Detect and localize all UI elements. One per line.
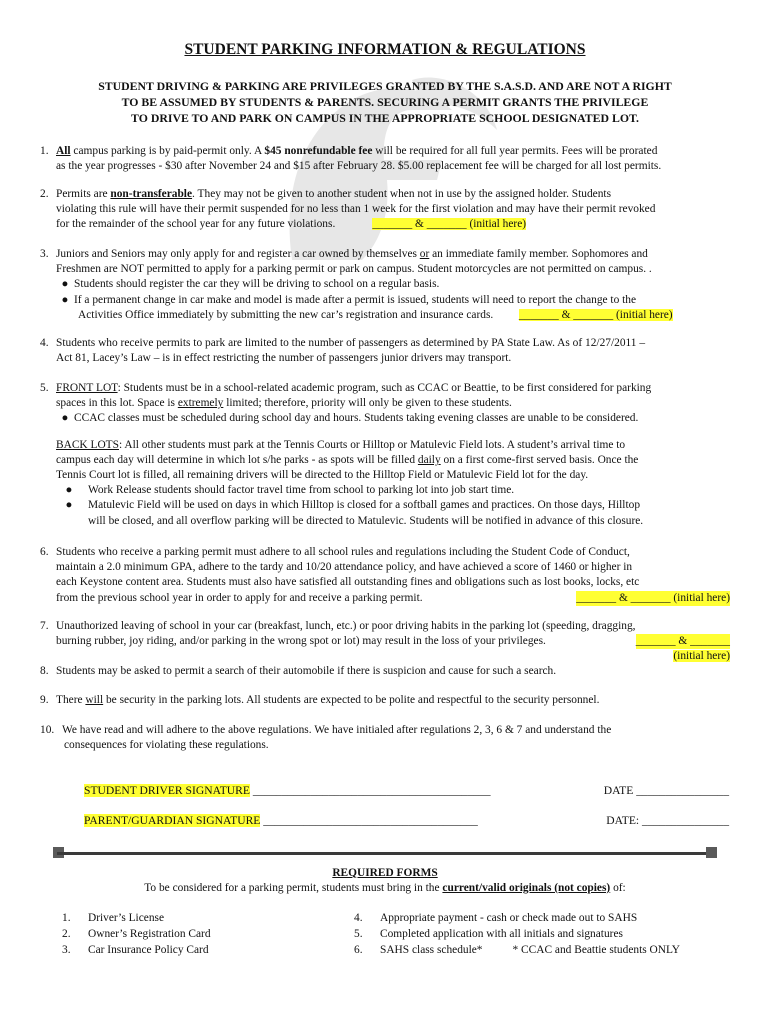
back-lots-heading: BACK LOTS [56,438,119,451]
section-divider [57,852,715,855]
text: Work Release students should factor travel time from school to parking lot into job start time. [88,484,515,497]
list-item [354,911,680,927]
student-date-field[interactable]: DATE ________________ [603,784,729,797]
emphasis: All [56,145,71,157]
parent-signature-field[interactable]: _____________________________________ [260,814,478,827]
list-item [62,943,211,959]
intro-line: STUDENT DRIVING & PARKING ARE PRIVILEGES GRANTED BY THE S.A.S.D. AND ARE NOT A RIGHT [98,79,672,93]
text: Unauthorized leaving of school in your car (breakfast, lunch, etc.) or poor driving habits in the parking lot (speeding, dragging, [56,620,636,632]
front-lot-heading: FRONT LOT [56,382,118,394]
item-number: 1. [62,912,71,924]
bullet-icon: ● [61,293,69,306]
text: : All other students must park at the Tennis Courts or Hilltop or Matulevic Field lots. A student’s arrival time to [118,438,626,451]
emphasis: extremely [177,397,224,410]
emphasis: daily [417,453,441,466]
text: Car Insurance Policy Card [88,944,209,956]
required-forms-list-right [354,911,680,959]
text: Students who receive permits to park are limited to the number of passengers as determined by PA State Law. As of 12/27/2011 – [56,337,646,349]
item-number: 2. [62,928,71,940]
item-number: 7. [40,620,49,632]
text: each Keystone content area. Students must also have satisfied all outstanding fines and obligations such as lost books, locks, etc [56,576,640,589]
text: SAHS class schedule* [380,944,483,956]
text: limited; therefore, priority will only be given to these students. [223,397,512,410]
text: as the year progresses - $30 after November 24 and $15 after February 28. $5.00 replacement fee will be charged for all lost permits. [56,160,662,173]
text: consequences for violating these regulations. [64,739,269,752]
text: Driver’s License [88,912,165,924]
student-signature-label: STUDENT DRIVER SIGNATURE [84,784,250,797]
parent-date-field[interactable]: DATE: _______________ [606,814,729,827]
text: Students may be asked to permit a search of their automobile if there is suspicion and cause for such a search. [56,665,557,677]
emphasis: current/valid originals (not copies) [442,882,611,894]
fee-emphasis: $45 nonrefundable fee [264,145,373,157]
initial-field[interactable]: _______ & _______ [636,634,730,649]
text: Appropriate payment - cash or check made out to SAHS [380,912,638,924]
regulation-1 [40,144,730,174]
parent-signature-label: PARENT/GUARDIAN SIGNATURE [84,814,261,827]
initial-field[interactable]: _______ & _______ (initial here) [576,591,730,606]
regulation-4 [40,336,730,366]
list-item [60,498,730,513]
regulation-7 [40,619,730,665]
text: on a first come-first served basis. Once the [440,453,639,466]
text: violating this rule will have their permit suspended for no less than 1 week for the first violation and may have their permit revoked [56,203,656,216]
parent-signature-row [84,813,729,828]
text: CCAC classes must be scheduled during school day and hours. Students taking evening classes are unable to be considered. [74,412,639,425]
list-item [56,277,730,292]
text: campus each day will determine in which lot s/he parks - as spots will be filled [56,453,418,466]
item-number: 8. [40,665,49,677]
list-item [354,943,680,959]
text: will be required for all full year permits. Fees will be prorated [372,145,658,157]
text: Activities Office immediately by submitting the new car’s registration and insurance cards. [78,308,494,321]
text: an immediate family member. Sophomores and [429,248,648,260]
text: . They may not be given to another student when not in use by the assigned holder. Students [192,188,612,200]
item-number: 3. [40,248,49,260]
item-number: 6. [40,546,49,558]
text: Permits are [56,188,111,200]
required-forms-title: REQUIRED FORMS [332,867,438,879]
list-item [56,293,730,308]
text: There [56,694,86,706]
list-item [62,927,211,943]
text: for the remainder of the school year for any future violations. [56,218,336,231]
required-forms-subtitle [0,881,770,896]
text: Juniors and Seniors may only apply for and register a car owned by themselves [56,248,420,260]
item-number: 10. [40,724,55,736]
text: maintain a 2.0 minimum GPA, adhere to the tardy and 10/20 attendance policy, and have achieved a score of 1460 or higher in [56,561,633,574]
intro-statement [40,78,730,126]
item-number: 5. [354,928,363,940]
bullet-icon: ● [61,278,69,291]
text: Completed application with all initials and signatures [380,928,623,940]
regulation-3 [40,247,730,323]
item-number: 2. [40,188,49,200]
text: campus parking is by paid-permit only. A [70,145,265,157]
text: Tennis Court lot is filled, all remaining drivers will be directed to the Hilltop Field or Matulevic Field lot for the day. [56,469,589,482]
text: be security in the parking lots. All students are expected to be polite and respectful to the security personnel. [103,694,600,706]
text: To be considered for a parking permit, students must bring in the [144,882,443,894]
item-number: 4. [40,337,49,349]
divider-square-right [706,847,717,858]
item-number: 4. [354,912,363,924]
student-signature-row [84,783,729,798]
emphasis: non-transferable [110,188,193,200]
page-title: STUDENT PARKING INFORMATION & REGULATIONS [184,41,586,58]
text: If a permanent change in car make and model is made after a permit is issued, students will need to report the change to the [74,293,637,306]
text: will be closed, and all overflow parking will be directed to Matulevic. Students will be notified in advance of this closure. [88,514,644,527]
text: Students should register the car they will be driving to school on a regular basis. [74,278,440,291]
text: burning rubber, joy riding, and/or parking in the wrong spot or lot) may result in the loss of your privileges. [56,635,546,648]
initial-field[interactable]: _______ & _______ (initial here) [518,308,673,321]
text: * CCAC and Beattie students ONLY [512,944,681,956]
required-forms-list-left [62,911,211,959]
regulation-8 [40,664,730,679]
regulation-10 [40,723,730,753]
list-item [56,411,730,426]
item-number: 3. [62,944,71,956]
text: We have read and will adhere to the above regulations. We have initialed after regulations 2, 3, 6 & 7 and understand the [62,724,612,736]
list-item [62,911,211,927]
item-number: 1. [40,145,49,157]
regulation-2 [40,187,730,233]
text: Owner’s Registration Card [88,928,211,940]
item-number: 5. [40,382,49,394]
list-item [354,927,680,943]
text: : Students must be in a school-related academic program, such as CCAC or Beattie, to be first considered for parking [117,382,652,394]
text: from the previous school year in order to apply for and receive a parking permit. [56,591,423,604]
emphasis: or [419,248,430,260]
initial-field[interactable]: _______ & _______ (initial here) [372,218,527,231]
text: of: [610,882,626,894]
student-signature-field[interactable]: _________________________________________ [249,784,491,797]
item-number: 9. [40,694,49,706]
bullet-icon: ● [61,412,69,425]
emphasis: will [85,694,104,706]
item-number: 6. [354,944,363,956]
initial-label: (initial here) [673,650,730,663]
text: Act 81, Lacey’s Law – is in effect restricting the number of passengers junior drivers may transport. [56,352,512,365]
intro-line: TO BE ASSUMED BY STUDENTS & PARENTS. SECURING A PERMIT GRANTS THE PRIVILEGE [121,95,649,109]
text: spaces in this lot. Space is [56,397,178,410]
text: Students who receive a parking permit must adhere to all school rules and regulations including the Student Code of Conduct, [56,546,630,558]
text: Freshmen are NOT permitted to apply for a parking permit or park on campus. Student motorcycles are not permitted on campus. . [56,263,652,276]
regulation-6 [40,545,730,606]
bullet-icon: ● [65,484,73,497]
text: Matulevic Field will be used on days in which Hilltop is closed for a softball games and practices. On those days, Hilltop [88,499,641,512]
intro-line: TO DRIVE TO AND PARK ON CAMPUS IN THE APPROPRIATE SCHOOL DESIGNATED LOT. [131,111,639,125]
regulation-9 [40,693,730,708]
list-item [60,483,730,498]
regulation-5 [40,381,730,529]
bullet-icon: ● [65,499,73,512]
